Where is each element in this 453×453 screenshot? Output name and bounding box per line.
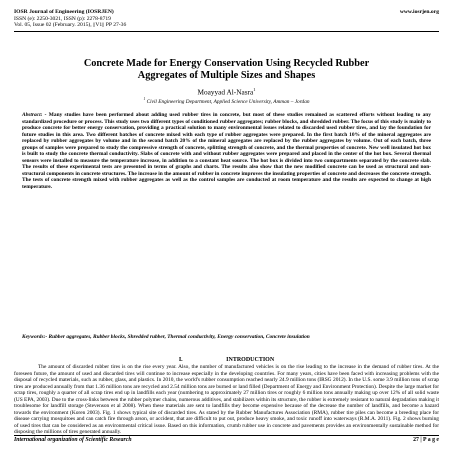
header-rule	[14, 31, 439, 32]
abstract-text: Many studies have been performed about adding used rubber tires in concrete, but most of these studies remained as scattered efforts without leading to any standardized procedure or process. This study uses two different types of conditioned rubber aggregates; rubber blocks, and shredded rubber. The focus of this study is mainly to produce concrete for better energy conservation, providing a practical solution to many environmental issues related to discarded used rubber tires, and lay the foundation for future studies in this area. Two different batches of concrete mixed with each type of rubber aggregates were prepared. In the first batch 10% of the mineral aggregates are replaced by rubber aggregates by volume and in the second batch 20% of the mineral aggregates are replaced by the rubber aggregates by volume. Out of each batch, three groups of samples were prepared to study the compressive strength of concrete, splitting strength of concrete, and the thermal properties of concrete. New well insulated hot box is built to study the concrete thermal conductivity. Slabs of concrete with and without rubber aggregates were prepared and placed in the center of the hot box. Several thermal sensors were installed to measure the temperature increase, in addition to a constant heat source. The hot box is divided into two compartments separated by the concrete slab. The results of these experimental tests are presented in terms of graphs and charts. The results also show that the new modified concrete can be used as structural and non-structural components in concrete structures. The increase in the amount of rubber in concrete improves the insulating properties of concrete and decreases the concrete strength. The tests of concrete strength mixed with rubber aggregates as well as the control samples are conducted at room temperature and the results are expected to change at high temperature.	[22, 112, 431, 191]
journal-name: IOSR Journal of Engineering (IOSRJEN)	[14, 9, 114, 15]
section-title: INTRODUCTION	[226, 357, 275, 363]
journal-header	[14, 9, 439, 29]
section-number: I.	[178, 357, 183, 363]
footer-organization: International organization of Scientific Research	[14, 437, 132, 443]
journal-issn: ISSN (e): 2250-3021, ISSN (p): 2278-8719	[14, 15, 111, 22]
keywords-label: Keywords:-	[22, 334, 48, 340]
affiliation-superscript: 1	[143, 97, 146, 101]
abstract-label: Abstract: -	[22, 112, 47, 118]
author-superscript: 1	[253, 87, 256, 92]
author-name	[14, 87, 439, 96]
footer-rule	[14, 435, 439, 436]
section-heading	[14, 357, 439, 363]
introduction-paragraph: The amount of discarded rubber tires is on the rise every year. Also, the number of manufactured vehicles is on the rise leading to the increase in the demand of rubber tires. At the foreseen future, the amount of used and discarded tires will continue to increase especially in the developing countries. For many years, cities have been faced with increasing problems with the disposal of recycled materials, such as rubber, glass, and plastics. In 2010, the world's rubber consumption reached nearly 24.9 million tons (IRSG 2012). In the U.S. some 3.9 million tons of scrap tires are produced annually from that 1.36 million tons are recycled and 2.54 million tons are burned or land filled (Department of Energy and Environment Protection). Despite the large market for scrap tires, roughly a quarter of all scrap tires end up in landfills each year (numbering to approximately 27 million tires or roughly 6 million tons annually making up over 12% of all solid waste (US EPA, 2003). Due to the cross-links between the rubber polymer chains, numerous additives, and stabilizers within its structure, the rubber is extremely resistant to natural degradation making it troublesome for landfill storage (Stevenson et al 2008). When these materials are sent to landfills they become expensive because of the decrease the number of landfills, and become a hazard towards the environment (Koren 2003). Fig. 1 shows typical site of discarded tires. As stated by the Rubber Manufactures Association (RMA), rubber tire piles can become a breeding place for disease carrying mosquitoes and can catch fire through arson, or accident, that are difficult to put out, produce heavy smoke, and toxic runoff into waterways (R.M.A. 2011). Fig. 2 shows burning of used tires that can be considered as an environmental critical issue. Based on this information, crumb rubber use in concrete and pavements provides an environmentally sustainable method for disposing the millions of tires generated annually.	[14, 364, 439, 436]
page-footer	[14, 437, 439, 443]
abstract	[22, 112, 431, 191]
author-text: Moayyad Al-Nasra	[197, 87, 254, 97]
journal-website: www.iosrjen.org	[399, 9, 439, 15]
title-line-1: Concrete Made for Energy Conservation Using Recycled Rubber	[83, 58, 370, 69]
author-affiliation	[14, 97, 439, 105]
keywords-text: Rubber aggregates, Rubber blocks, Shredded rubber, Thermal conductivity, Energy conservation, Concrete insulation	[48, 334, 310, 340]
paper-title	[14, 58, 439, 82]
keywords	[22, 334, 431, 341]
page-number: 27 | P a g e	[413, 437, 439, 443]
journal-volume: Vol. 05, Issue 02 (February. 2015), ||V1|| PP 27-36	[14, 22, 127, 29]
affiliation-text: Civil Engineering Department, Applied Science University, Amman – Jordan	[146, 98, 310, 105]
title-line-2: Aggregates of Multiple Sizes and Shapes	[137, 70, 316, 81]
